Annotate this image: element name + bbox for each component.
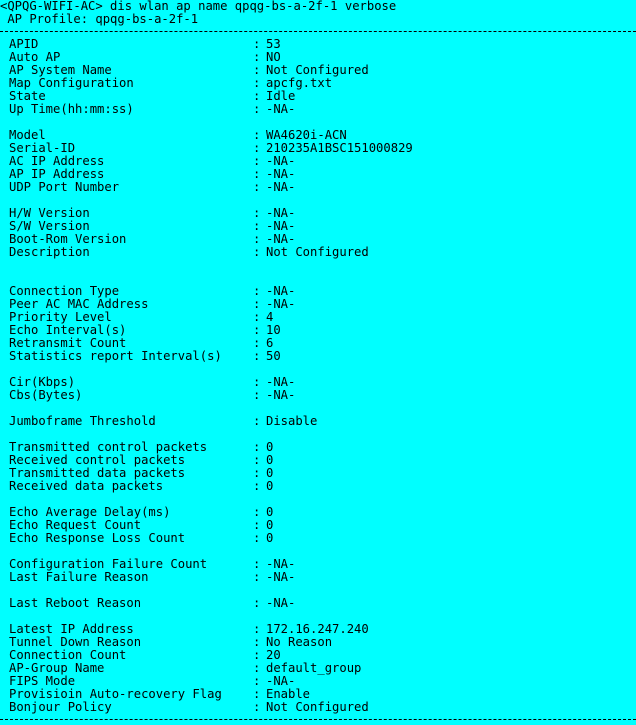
field-value: Idle — [266, 89, 296, 103]
field-label: Transmitted control packets — [9, 440, 208, 454]
field-value: 0 — [266, 440, 274, 454]
field-label: Last Failure Reason — [9, 570, 149, 584]
field-separator: : — [253, 128, 261, 142]
field-value: -NA- — [266, 388, 296, 402]
field-label: Latest IP Address — [9, 622, 134, 636]
field-separator: : — [253, 453, 261, 467]
field-label: Configuration Failure Count — [9, 557, 208, 571]
field-label: AC IP Address — [9, 154, 105, 168]
field-separator: : — [253, 414, 261, 428]
field-separator: : — [253, 50, 261, 64]
field-separator: : — [253, 297, 261, 311]
field-label: Retransmit Count — [9, 336, 127, 350]
field-separator: : — [253, 63, 261, 77]
field-value: -NA- — [266, 206, 296, 220]
field-separator: : — [253, 89, 261, 103]
field-value: 4 — [266, 310, 274, 324]
field-value: 20 — [266, 648, 281, 662]
field-separator: : — [253, 622, 261, 636]
field-label: Jumboframe Threshold — [9, 414, 156, 428]
field-value: 172.16.247.240 — [266, 622, 369, 636]
field-label: Description — [9, 245, 90, 259]
field-separator: : — [253, 557, 261, 571]
field-value: -NA- — [266, 674, 296, 688]
field-separator: : — [253, 505, 261, 519]
field-value: -NA- — [266, 167, 296, 181]
field-value: 0 — [266, 505, 274, 519]
field-value: -NA- — [266, 232, 296, 246]
field-label: Tunnel Down Reason — [9, 635, 142, 649]
field-separator: : — [253, 180, 261, 194]
field-separator: : — [253, 37, 261, 51]
bottom-divider — [0, 719, 636, 720]
field-value: 10 — [266, 323, 281, 337]
field-label: UDP Port Number — [9, 180, 120, 194]
field-label: Cbs(Bytes) — [9, 388, 83, 402]
field-value: -NA- — [266, 297, 296, 311]
field-separator: : — [253, 102, 261, 116]
field-label: Boot-Rom Version — [9, 232, 127, 246]
field-separator: : — [253, 284, 261, 298]
field-label: State — [9, 89, 46, 103]
field-separator: : — [253, 310, 261, 324]
field-value: Not Configured — [266, 700, 369, 714]
field-value: -NA- — [266, 102, 296, 116]
field-value: -NA- — [266, 570, 296, 584]
field-value: 6 — [266, 336, 274, 350]
field-value: No Reason — [266, 635, 333, 649]
field-label: Echo Request Count — [9, 518, 142, 532]
field-label: Model — [9, 128, 46, 142]
field-separator: : — [253, 375, 261, 389]
field-value: -NA- — [266, 375, 296, 389]
field-value: -NA- — [266, 284, 296, 298]
field-value: -NA- — [266, 557, 296, 571]
field-label: Connection Type — [9, 284, 120, 298]
field-separator: : — [253, 687, 261, 701]
field-value: WA4620i-ACN — [266, 128, 347, 142]
field-label: Echo Average Delay(ms) — [9, 505, 171, 519]
field-label: Transmitted data packets — [9, 466, 186, 480]
field-value: 210235A1BSC151000829 — [266, 141, 413, 155]
command-line: <QPQG-WIFI-AC> dis wlan ap name qpqg-bs-a-2f-1 verbose — [0, 0, 397, 13]
field-label: Map Configuration — [9, 76, 134, 90]
field-separator: : — [253, 323, 261, 337]
field-value: apcfg.txt — [266, 76, 333, 90]
field-separator: : — [253, 141, 261, 155]
field-separator: : — [253, 76, 261, 90]
field-separator: : — [253, 479, 261, 493]
field-separator: : — [253, 531, 261, 545]
field-value: -NA- — [266, 154, 296, 168]
field-label: Serial-ID — [9, 141, 76, 155]
field-label: AP IP Address — [9, 167, 105, 181]
top-divider — [0, 31, 636, 32]
field-separator: : — [253, 206, 261, 220]
field-value: -NA- — [266, 180, 296, 194]
field-value: -NA- — [266, 596, 296, 610]
field-value: 50 — [266, 349, 281, 363]
field-label: H/W Version — [9, 206, 90, 220]
field-label: Priority Level — [9, 310, 112, 324]
field-separator: : — [253, 648, 261, 662]
field-label: Received data packets — [9, 479, 164, 493]
field-value: Not Configured — [266, 245, 369, 259]
field-value: 53 — [266, 37, 281, 51]
ap-profile-line: AP Profile: qpqg-bs-a-2f-1 — [0, 12, 199, 26]
field-label: Echo Response Loss Count — [9, 531, 186, 545]
field-value: 0 — [266, 518, 274, 532]
field-separator: : — [253, 570, 261, 584]
field-label: Received control packets — [9, 453, 186, 467]
field-label: Auto AP — [9, 50, 61, 64]
field-value: Not Configured — [266, 63, 369, 77]
field-separator: : — [253, 518, 261, 532]
field-value: Disable — [266, 414, 318, 428]
field-separator: : — [253, 232, 261, 246]
field-separator: : — [253, 700, 261, 714]
field-separator: : — [253, 349, 261, 363]
field-separator: : — [253, 336, 261, 350]
field-label: AP System Name — [9, 63, 112, 77]
field-value: Enable — [266, 687, 311, 701]
field-value: 0 — [266, 466, 274, 480]
field-separator: : — [253, 596, 261, 610]
field-value: 0 — [266, 453, 274, 467]
field-label: Up Time(hh:mm:ss) — [9, 102, 134, 116]
field-separator: : — [253, 635, 261, 649]
field-value: -NA- — [266, 219, 296, 233]
field-separator: : — [253, 466, 261, 480]
field-value: default_group — [266, 661, 362, 675]
field-separator: : — [253, 388, 261, 402]
field-separator: : — [253, 219, 261, 233]
field-label: Last Reboot Reason — [9, 596, 142, 610]
field-label: Peer AC MAC Address — [9, 297, 149, 311]
field-value: 0 — [266, 479, 274, 493]
field-value: 0 — [266, 531, 274, 545]
field-label: Bonjour Policy — [9, 700, 112, 714]
field-label: Echo Interval(s) — [9, 323, 127, 337]
field-label: Connection Count — [9, 648, 127, 662]
field-separator: : — [253, 674, 261, 688]
field-separator: : — [253, 167, 261, 181]
field-label: Cir(Kbps) — [9, 375, 76, 389]
field-separator: : — [253, 440, 261, 454]
field-label: Statistics report Interval(s) — [9, 349, 222, 363]
field-label: S/W Version — [9, 219, 90, 233]
field-separator: : — [253, 661, 261, 675]
field-value: NO — [266, 50, 281, 64]
field-label: APID — [9, 37, 39, 51]
field-separator: : — [253, 245, 261, 259]
field-label: Provisioin Auto-recovery Flag — [9, 687, 222, 701]
field-label: FIPS Mode — [9, 674, 76, 688]
field-label: AP-Group Name — [9, 661, 105, 675]
field-separator: : — [253, 154, 261, 168]
